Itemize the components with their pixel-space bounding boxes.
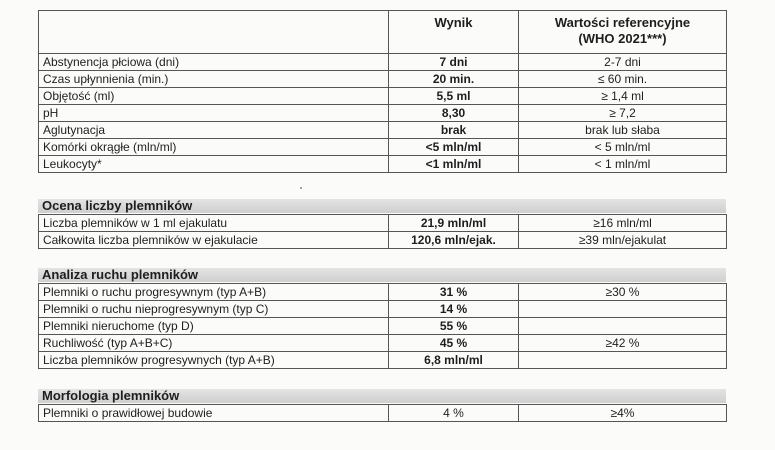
row-reference: ≥42 % bbox=[519, 335, 727, 352]
header-reference bbox=[519, 11, 727, 54]
row-label: Abstynencja płciowa (dni) bbox=[39, 54, 389, 71]
row-reference: ≤ 60 min. bbox=[519, 71, 727, 88]
section-title: Ocena liczby plemników bbox=[42, 198, 193, 213]
row-reference bbox=[519, 301, 727, 318]
row-result: brak bbox=[389, 122, 519, 139]
section-title: Morfologia plemników bbox=[42, 388, 180, 403]
row-result: 21,9 mln/ml bbox=[389, 215, 519, 232]
row-label: Plemniki nieruchome (typ D) bbox=[39, 318, 389, 335]
row-label: Czas upłynnienia (min.) bbox=[39, 71, 389, 88]
row-label: Aglutynacja bbox=[39, 122, 389, 139]
row-result: 55 % bbox=[389, 318, 519, 335]
section-header-bar bbox=[38, 266, 726, 283]
row-label: Plemniki o ruchu progresywnym (typ A+B) bbox=[39, 284, 389, 301]
row-label: Plemniki o ruchu nieprogresywnym (typ C) bbox=[39, 301, 389, 318]
row-result: 31 % bbox=[389, 284, 519, 301]
table-row bbox=[39, 105, 727, 122]
table-row bbox=[39, 88, 727, 105]
row-label: Liczba plemników progresywnych (typ A+B) bbox=[39, 352, 389, 369]
row-label: Ruchliwość (typ A+B+C) bbox=[39, 335, 389, 352]
row-result: <1 mln/ml bbox=[389, 156, 519, 173]
table-header-row bbox=[39, 11, 727, 54]
header-empty-cell bbox=[39, 11, 389, 54]
sperm-count-section bbox=[38, 197, 726, 249]
table-row bbox=[39, 301, 727, 318]
row-result: 8,30 bbox=[389, 105, 519, 122]
table-row bbox=[39, 71, 727, 88]
row-label: Liczba plemników w 1 ml ejakulatu bbox=[39, 215, 389, 232]
row-reference: ≥ 7,2 bbox=[519, 105, 727, 122]
row-reference: ≥4% bbox=[519, 405, 727, 422]
header-reference-line1: Wartości referencyjne bbox=[554, 15, 691, 30]
row-reference: ≥30 % bbox=[519, 284, 727, 301]
row-reference: ≥ 1,4 ml bbox=[519, 88, 727, 105]
scan-speck bbox=[300, 187, 302, 189]
sperm-count-table bbox=[38, 214, 727, 249]
row-reference: 2-7 dni bbox=[519, 54, 727, 71]
table-row bbox=[39, 139, 727, 156]
table-row bbox=[39, 318, 727, 335]
motility-table bbox=[38, 283, 727, 369]
row-label: Objętość (ml) bbox=[39, 88, 389, 105]
table-row bbox=[39, 352, 727, 369]
motility-section bbox=[38, 266, 726, 369]
morphology-section bbox=[38, 387, 726, 422]
table-row bbox=[39, 215, 727, 232]
lab-results-sheet bbox=[38, 10, 726, 422]
morphology-table bbox=[38, 404, 727, 422]
row-result: 4 % bbox=[389, 405, 519, 422]
row-label: pH bbox=[39, 105, 389, 122]
table-row bbox=[39, 335, 727, 352]
row-label: Całkowita liczba plemników w ejakulacie bbox=[39, 232, 389, 249]
row-reference: brak lub słaba bbox=[519, 122, 727, 139]
row-result: 6,8 mln/ml bbox=[389, 352, 519, 369]
row-result: <5 mln/ml bbox=[389, 139, 519, 156]
row-reference: < 1 mln/ml bbox=[519, 156, 727, 173]
row-label: Komórki okrągłe (mln/ml) bbox=[39, 139, 389, 156]
table-row bbox=[39, 156, 727, 173]
row-reference bbox=[519, 352, 727, 369]
row-result: 20 min. bbox=[389, 71, 519, 88]
table-row bbox=[39, 284, 727, 301]
row-label: Plemniki o prawidłowej budowie bbox=[39, 405, 389, 422]
row-result: 7 dni bbox=[389, 54, 519, 71]
row-result: 14 % bbox=[389, 301, 519, 318]
row-reference: ≥16 mln/ml bbox=[519, 215, 727, 232]
section-header-bar bbox=[38, 197, 726, 214]
row-reference: ≥39 mln/ejakulat bbox=[519, 232, 727, 249]
row-reference: < 5 mln/ml bbox=[519, 139, 727, 156]
row-label: Leukocyty* bbox=[39, 156, 389, 173]
table-row bbox=[39, 232, 727, 249]
table-row bbox=[39, 122, 727, 139]
table-row bbox=[39, 405, 727, 422]
row-result: 5,5 ml bbox=[389, 88, 519, 105]
header-reference-line2: (WHO 2021***) bbox=[578, 31, 667, 46]
row-result: 45 % bbox=[389, 335, 519, 352]
table-row bbox=[39, 54, 727, 71]
basic-parameters-table bbox=[38, 10, 727, 173]
header-result: Wynik bbox=[389, 11, 519, 54]
section-header-bar bbox=[38, 387, 726, 404]
section-title: Analiza ruchu plemników bbox=[42, 267, 199, 282]
row-result: 120,6 mln/ejak. bbox=[389, 232, 519, 249]
row-reference bbox=[519, 318, 727, 335]
